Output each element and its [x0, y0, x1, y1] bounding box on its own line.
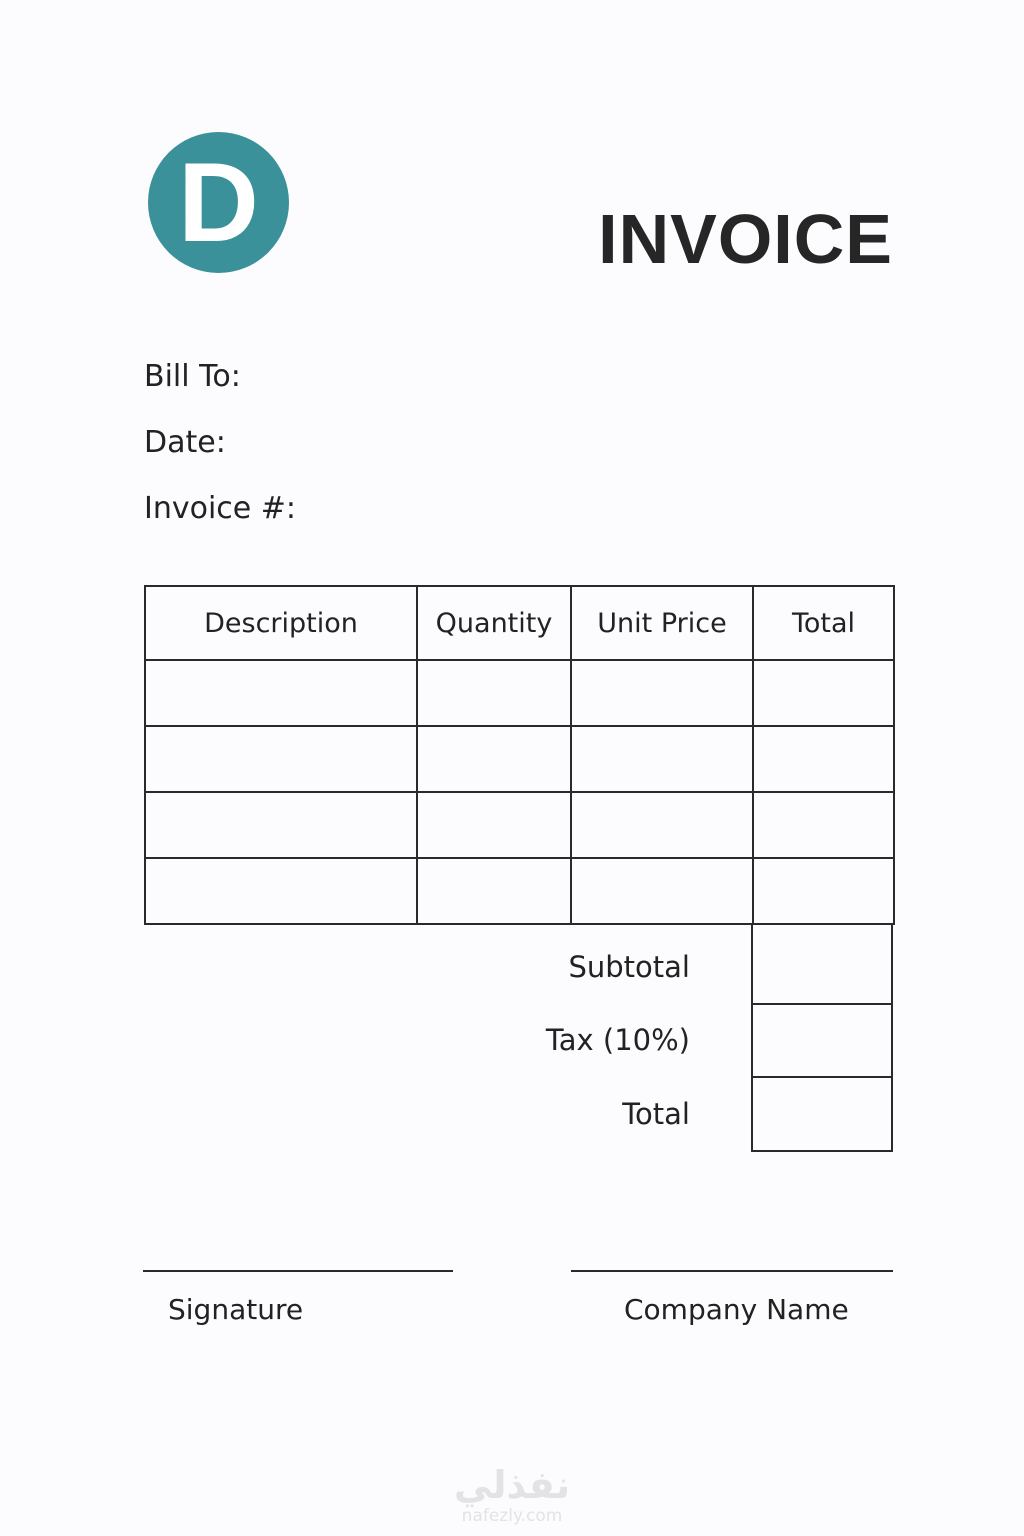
subtotal-label: Subtotal [568, 950, 690, 984]
tax-label: Tax (10%) [545, 1023, 690, 1057]
quantity-cell[interactable] [417, 792, 571, 858]
unit-price-cell[interactable] [571, 660, 753, 726]
quantity-cell[interactable] [417, 858, 571, 924]
logo-letter: D [178, 139, 259, 265]
unit-price-cell[interactable] [571, 792, 753, 858]
total-value-box[interactable] [751, 1078, 893, 1152]
total-label: Total [622, 1097, 690, 1131]
tax-value-box[interactable] [751, 1005, 893, 1078]
table-header-row [145, 586, 894, 660]
company-name-line [571, 1270, 893, 1272]
total-cell[interactable] [753, 726, 894, 792]
date-label: Date: [144, 425, 226, 460]
quantity-cell[interactable] [417, 726, 571, 792]
signature-line [143, 1270, 453, 1272]
total-cell[interactable] [753, 660, 894, 726]
description-cell[interactable] [145, 660, 417, 726]
column-header-unit-price: Unit Price [571, 586, 753, 660]
column-header-description: Description [145, 586, 417, 660]
description-cell[interactable] [145, 858, 417, 924]
logo [148, 132, 289, 273]
table-row [145, 858, 894, 924]
company-name-label: Company Name [624, 1293, 849, 1326]
watermark-arabic-text: نفذلي [453, 1463, 571, 1507]
description-cell[interactable] [145, 726, 417, 792]
column-header-total: Total [753, 586, 894, 660]
table-row [145, 792, 894, 858]
bill-to-label: Bill To: [144, 359, 241, 394]
column-header-quantity: Quantity [417, 586, 571, 660]
invoice-number-label: Invoice #: [144, 491, 297, 526]
watermark [440, 1463, 584, 1526]
unit-price-cell[interactable] [571, 858, 753, 924]
items-table [144, 585, 895, 925]
description-cell[interactable] [145, 792, 417, 858]
invoice-title: INVOICE [598, 200, 893, 278]
table-row [145, 660, 894, 726]
total-cell[interactable] [753, 792, 894, 858]
signature-label: Signature [168, 1293, 304, 1326]
subtotal-value-box[interactable] [751, 924, 893, 1005]
unit-price-cell[interactable] [571, 726, 753, 792]
quantity-cell[interactable] [417, 660, 571, 726]
watermark-domain-text: nafezly.com [461, 1506, 563, 1526]
table-row [145, 726, 894, 792]
total-cell[interactable] [753, 858, 894, 924]
